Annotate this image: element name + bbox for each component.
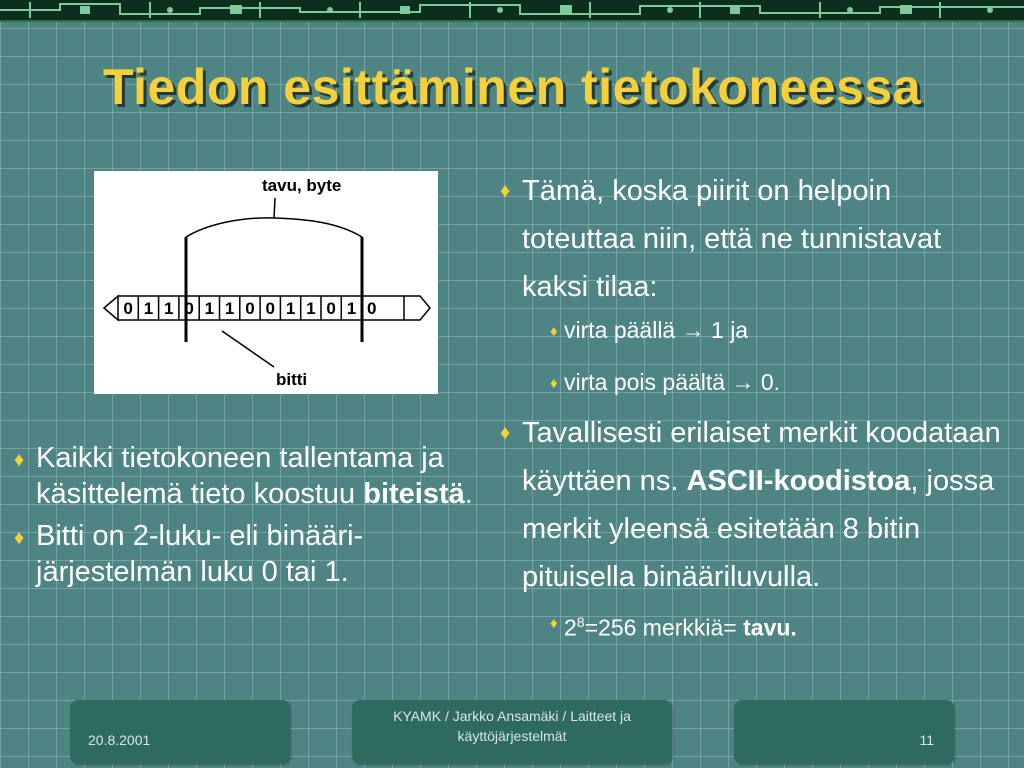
right-arrow-icon: → bbox=[681, 317, 705, 343]
bit-value: 1 bbox=[224, 299, 235, 318]
left-bullet-1 bbox=[14, 440, 474, 512]
left-bullet-2 bbox=[14, 518, 474, 590]
left-bullet-1-bold: biteistä bbox=[363, 478, 465, 510]
diamond-bullet-icon: ♦ bbox=[500, 180, 511, 202]
footer-page-box bbox=[734, 700, 954, 764]
byte-diagram bbox=[94, 171, 438, 394]
right-sub-bullet-1 bbox=[550, 315, 1010, 347]
bit-value: 1 bbox=[346, 299, 357, 318]
footer-date-box bbox=[70, 700, 290, 764]
byte-brace bbox=[186, 218, 362, 237]
right-arrow-icon: → bbox=[731, 369, 755, 395]
right-bullet-list bbox=[500, 167, 1010, 643]
diamond-bullet-icon: ♦ bbox=[14, 449, 25, 471]
bit-value: 1 bbox=[143, 299, 154, 318]
footer-date: 20.8.2001 bbox=[88, 732, 151, 748]
bit-value: 1 bbox=[285, 299, 296, 318]
bit-value: 1 bbox=[306, 299, 316, 318]
diamond-bullet-icon: ♦ bbox=[550, 375, 558, 392]
footer-center-line1: KYAMK / Jarkko Ansamäki / Laitteet ja bbox=[393, 708, 631, 724]
circuit-border-decoration bbox=[0, 0, 1024, 22]
footer-center-box bbox=[352, 700, 672, 764]
diamond-bullet-icon: ♦ bbox=[14, 527, 25, 549]
right-sub-bullet-2-text: virta pois päältä → 0. bbox=[564, 369, 781, 395]
footer-center-line2: käyttöjärjestelmät bbox=[457, 728, 567, 744]
left-bullet-list bbox=[14, 440, 474, 590]
diamond-bullet-icon: ♦ bbox=[550, 323, 558, 340]
byte-diagram-svg bbox=[94, 171, 438, 394]
circuit-pattern bbox=[0, 0, 1024, 20]
right-bullet-2-bold: ASCII-koodistoa bbox=[686, 465, 911, 497]
right-bullet-1-text: Tämä, koska piirit on helpoin toteuttaa niin, että ne tunnistavat kaksi tilaa: bbox=[522, 175, 942, 303]
right-bullet-2-text: Tavallisesti erilaiset merkit koodataan käyttäen ns. ASCII-koodistoa, jossa merkit yleensä esitetään 8 bitin pituisella binääriluvulla. bbox=[522, 417, 1001, 593]
left-bullet-2-text: Bitti on 2-luku- eli binääri-järjestelmän luku 0 tai 1. bbox=[36, 520, 364, 588]
bit-value: 0 bbox=[123, 299, 133, 318]
byte-label: tavu, byte bbox=[262, 176, 342, 195]
right-bullet-1 bbox=[500, 167, 1010, 311]
bit-strip-outline-right bbox=[404, 296, 430, 320]
bit-value: 0 bbox=[245, 299, 255, 318]
right-sub-bullet-3 bbox=[550, 607, 1010, 643]
bit-value: 1 bbox=[204, 299, 215, 318]
diamond-bullet-icon: ♦ bbox=[500, 422, 511, 444]
slide-title: Tiedon esittäminen tietokoneessa bbox=[102, 59, 922, 115]
bit-value: 0 bbox=[326, 299, 336, 318]
right-sub-bullet-1-text: virta päällä → 1 ja bbox=[564, 317, 749, 343]
right-bullet-2 bbox=[500, 409, 1010, 601]
bit-label: bitti bbox=[276, 370, 308, 389]
left-bullet-1-text: Kaikki tietokoneen tallentama ja käsittelemä tieto koostuu biteistä. bbox=[36, 442, 473, 510]
bit-value: 1 bbox=[164, 299, 174, 318]
footer-page-number: 11 bbox=[919, 732, 934, 748]
bit-value: 0 bbox=[265, 299, 275, 318]
bit-value: 0 bbox=[184, 299, 194, 318]
bit-pointer-line bbox=[222, 331, 274, 367]
right-sub-bullet-2 bbox=[550, 367, 1010, 399]
diamond-bullet-icon: ♦ bbox=[550, 615, 558, 632]
right-sub-bullet-3-text: $2^8=256$ merkkiä= tavu. bbox=[564, 614, 797, 641]
byte-pointer-line bbox=[274, 198, 275, 218]
bit-cells bbox=[123, 296, 376, 320]
bit-value: 0 bbox=[367, 299, 377, 318]
